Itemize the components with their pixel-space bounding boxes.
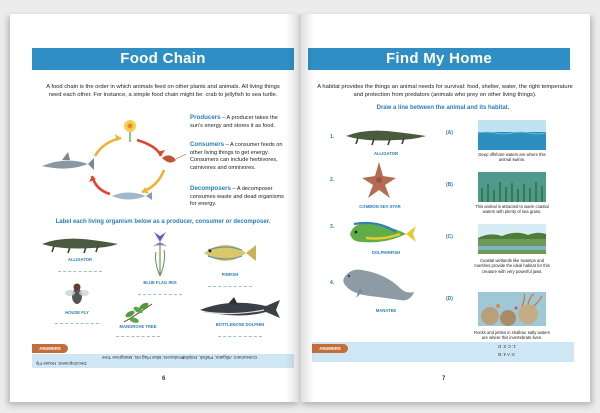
shrimp-image (162, 154, 186, 163)
answers-strip (32, 354, 294, 368)
mangrove-tree-label: MANGROVE TREE (119, 324, 157, 329)
habitat-b-description: This animal is attracted to warm coastal waters with plenty of sea grass. (475, 204, 549, 215)
cycle-arrows (92, 138, 164, 194)
alligator-image (40, 232, 120, 254)
page-number: 6 (162, 376, 166, 382)
answers-tab: ANSWERS (312, 344, 348, 353)
dolphinfish-label: DOLPHINFISH (371, 250, 401, 255)
food-chain-cycle-diagram (40, 114, 190, 210)
habitat-letter-a: (A) (446, 130, 453, 136)
shark-image (42, 152, 94, 170)
habitat-intro: A habitat provides the things an animal needs for survival: food, shelter, water, the right temperature and protection from predators (animals who prey on other living things). (317, 84, 573, 98)
habitat-c-description: Coastal wetlands like swamps and marshes provide the ideal habitat for this creature with very powerful jaws. (474, 258, 550, 274)
page-title: Find My Home (385, 50, 493, 67)
alligator-answer-line[interactable] (58, 271, 102, 272)
decomposers-definition (190, 185, 290, 209)
left-page (10, 14, 300, 402)
producers-definition (190, 114, 290, 130)
label-instruction: Label each living organism below as a producer, consumer or decomposer. (55, 219, 271, 225)
animal-number-4: 4. (330, 280, 335, 286)
animal-number-2: 2. (330, 177, 335, 183)
food-chain-intro: A food chain is the order in which animals feed on other plants and animals. All living things need each other. For instance, a simple food chain might be: crab to jellyfish to sea turtle. (46, 84, 280, 98)
sardine-image (112, 192, 152, 200)
common-sea-star-image (362, 160, 396, 200)
rocky-jetty-habitat-image (478, 292, 546, 326)
find-my-home-banner (308, 48, 570, 70)
house-fly-answer-line[interactable] (55, 323, 99, 324)
answer-line-3: Decomposers: House Fly (36, 361, 87, 366)
house-fly-image (64, 282, 90, 306)
sea-grass-habitat-image (478, 172, 546, 202)
bottlenose-dolphin-label: BOTTLENOSE DOLPHIN (215, 322, 265, 327)
page-title: Food Chain (120, 50, 206, 67)
animal-number-3: 3. (330, 224, 335, 230)
answer-line-2: Producers: Blue Flag Iris, Mangrove Tree (102, 355, 185, 360)
alligator-image (344, 124, 428, 148)
bottlenose-dolphin-image (198, 296, 282, 320)
animal-number-1: 1. (330, 134, 335, 140)
answers-tab: ANSWERS (32, 344, 68, 353)
habitat-letter-c: (C) (446, 234, 453, 240)
dolphinfish-image (346, 220, 418, 248)
flower-producer-image (124, 120, 136, 142)
draw-line-instruction: Draw a line between the animal and its habitat. (376, 105, 510, 111)
answers-strip (312, 342, 574, 362)
blue-flag-iris-image (150, 228, 170, 278)
bottlenose-dolphin-answer-line[interactable] (218, 336, 262, 337)
decomposers-text: – A decomposer consumes waste and dead organisms for energy. (190, 186, 284, 208)
book-spread (10, 14, 590, 402)
food-chain-banner (32, 48, 294, 70)
habitat-letter-d: (D) (446, 296, 453, 302)
consumers-term: Consumers (190, 141, 225, 148)
answer-line-1: 1: C 2: D (498, 344, 516, 349)
alligator-label: ALLIGATOR (373, 151, 399, 156)
habitat-d-description: Rocks and jetties in shallow, salty waters are where this invertebrate lives. (474, 330, 550, 341)
pinfish-image (200, 238, 258, 268)
consumers-text: – A consumer feeds on other living things to get energy. Consumers can include herbivores, carnivores and omnivores. (190, 142, 283, 171)
alligator-label: ALLIGATOR (67, 257, 93, 262)
blue-flag-iris-label: BLUE FLAG IRIS (143, 280, 177, 285)
right-page (300, 14, 590, 402)
consumers-definition (190, 141, 290, 172)
producers-text: – A producer takes the sun's energy and stores it as food. (190, 115, 278, 129)
decomposers-term: Decomposers (190, 185, 231, 192)
blue-flag-iris-answer-line[interactable] (138, 294, 182, 295)
mangrove-tree-image (120, 300, 156, 326)
common-sea-star-label: COMMON SEA STAR (359, 204, 401, 209)
producers-term: Producers (190, 114, 221, 121)
pinfish-label: PINFISH (221, 272, 239, 277)
pinfish-answer-line[interactable] (208, 286, 252, 287)
open-ocean-habitat-image (478, 120, 546, 150)
answer-line-2: 3: A 4: B (498, 352, 515, 357)
mangrove-tree-answer-line[interactable] (116, 336, 160, 337)
habitat-a-description: Deep offshore waters are where this animal swims. (478, 152, 546, 163)
habitat-letter-b: (B) (446, 182, 453, 188)
marsh-habitat-image (478, 224, 546, 254)
manatee-label: MANATEE (375, 308, 397, 313)
house-fly-label: HOUSE FLY (65, 310, 89, 315)
answer-line-1: Consumers: Alligator, Pinfish, Dolphin (182, 355, 258, 360)
page-number: 7 (442, 376, 446, 382)
manatee-image (340, 266, 416, 306)
